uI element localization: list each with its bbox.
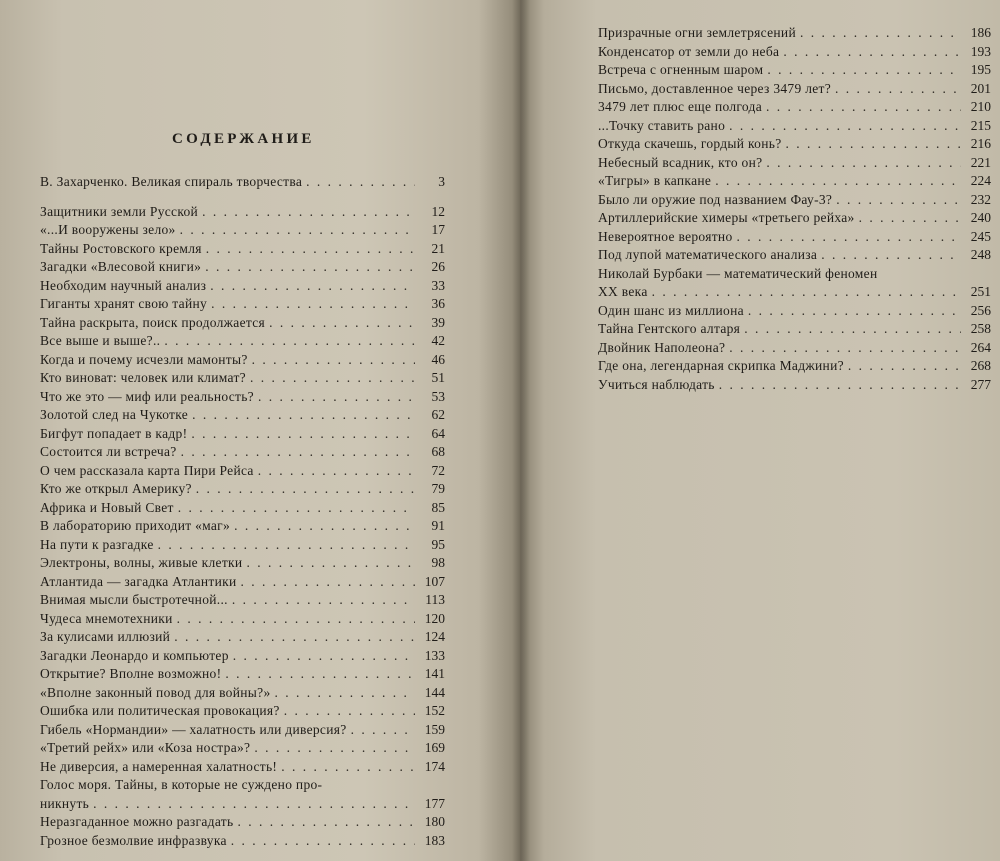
toc-entry-title: Кто виноват: человек или климат? xyxy=(40,370,246,385)
dot-leader xyxy=(178,499,415,518)
toc-entry-title: Защитники земли Русской xyxy=(40,203,199,219)
toc-entry xyxy=(598,80,991,99)
toc-entry-title: Призрачные огни землетрясений xyxy=(598,25,796,40)
toc-entry-page: 186 xyxy=(970,25,991,40)
dot-leader xyxy=(351,721,415,740)
toc-entry-title-continued: никнуть xyxy=(40,795,90,811)
toc-entry xyxy=(40,295,445,314)
dot-leader xyxy=(174,628,415,647)
toc-entry xyxy=(598,357,991,376)
toc-entry xyxy=(598,246,991,265)
dot-leader xyxy=(715,172,961,191)
toc-entry-title: Внимая мысли быстротечной... xyxy=(40,592,228,607)
dot-leader xyxy=(180,221,415,240)
dot-leader xyxy=(766,154,961,173)
toc-entry xyxy=(598,135,991,154)
toc-entry xyxy=(40,702,445,721)
toc-entry xyxy=(40,813,445,832)
dot-leader xyxy=(210,277,415,296)
toc-entry-title: Электроны, волны, живые клетки xyxy=(40,555,243,570)
toc-entry-page: 245 xyxy=(970,228,991,244)
toc-entry-page: 210 xyxy=(970,99,991,114)
toc-entry xyxy=(598,24,991,43)
toc-entry-page: 95 xyxy=(431,536,445,552)
dot-leader xyxy=(275,684,416,703)
toc-entry xyxy=(40,758,445,777)
dot-leader xyxy=(306,173,415,192)
dot-leader xyxy=(205,258,415,277)
toc-entry-page: 85 xyxy=(431,499,445,515)
toc-entry xyxy=(40,388,445,407)
toc-entry xyxy=(598,228,991,247)
toc-entry xyxy=(40,443,445,462)
toc-entry xyxy=(598,117,991,136)
dot-leader xyxy=(800,24,961,43)
dot-leader xyxy=(729,339,961,358)
dot-leader xyxy=(284,702,415,721)
toc-entry-title: Тайна Гентского алтаря xyxy=(598,321,741,336)
dot-leader xyxy=(744,320,961,339)
toc-entry-title: В лабораторию приходит «маг» xyxy=(40,518,231,533)
toc-entry-title: Чудеса мнемотехники xyxy=(40,610,173,626)
toc-entry-page: 201 xyxy=(970,80,991,96)
toc-entry-title: Двойник Наполеона? xyxy=(598,339,726,355)
dot-leader xyxy=(240,573,415,592)
dot-leader xyxy=(177,610,415,629)
toc-entry-page: 12 xyxy=(431,203,445,219)
toc-entry-page: 174 xyxy=(424,758,445,774)
toc-entry-title: Тайна раскрыта, поиск продолжается xyxy=(40,314,266,330)
toc-entry xyxy=(40,462,445,481)
toc-entry xyxy=(40,684,445,703)
toc-entry-title: «Третий рейх» или «Коза ностра»? xyxy=(40,740,251,755)
toc-entry-page: 256 xyxy=(970,302,991,318)
toc-entry-line xyxy=(40,795,445,814)
toc-entry xyxy=(40,332,445,351)
toc-entry-page: 248 xyxy=(970,247,991,262)
toc-entry-title: Откуда скачешь, гордый конь? xyxy=(598,136,782,151)
toc-entry-title: Загадки Леонардо и компьютер xyxy=(40,647,229,663)
toc-entry-title: Золотой след на Чукотке xyxy=(40,407,189,422)
dot-leader xyxy=(206,240,415,259)
toc-entry xyxy=(40,369,445,388)
dot-leader xyxy=(196,480,415,499)
toc-entry xyxy=(40,536,445,555)
toc-entry-page: 107 xyxy=(424,573,445,589)
toc-entry xyxy=(598,98,991,117)
toc-entry-title: О чем рассказала карта Пири Рейса xyxy=(40,462,254,478)
toc-entry-title: Конденсатор от земли до неба xyxy=(598,43,780,59)
toc-entry-title: Гиганты хранят свою тайну xyxy=(40,296,208,311)
toc-entry-page: 53 xyxy=(431,388,445,404)
toc-entry-title: Неразгаданное можно разгадать xyxy=(40,814,234,829)
dot-leader xyxy=(258,388,415,407)
toc-entry-page: 79 xyxy=(431,481,445,496)
dot-leader xyxy=(232,591,415,610)
dot-leader xyxy=(652,283,961,302)
toc-entry xyxy=(598,339,991,358)
toc-entry-page: 232 xyxy=(970,191,991,207)
dot-leader xyxy=(234,517,415,536)
dot-leader xyxy=(192,406,415,425)
toc-entry-title: Бигфут попадает в кадр! xyxy=(40,425,188,441)
toc-list-right xyxy=(598,24,991,394)
toc-entry-page: 268 xyxy=(970,358,991,373)
dot-leader xyxy=(93,795,415,814)
dot-leader xyxy=(246,554,415,573)
toc-entry-page: 113 xyxy=(425,592,445,607)
toc-entry xyxy=(40,628,445,647)
toc-entry-page: 264 xyxy=(970,339,991,355)
toc-entry-page: 177 xyxy=(424,795,445,811)
toc-entry-page: 68 xyxy=(431,444,445,459)
toc-entry xyxy=(598,172,991,191)
toc-entry-page: 224 xyxy=(970,173,991,188)
toc-entry-title: 3479 лет плюс еще полгода xyxy=(598,99,763,114)
toc-entry xyxy=(40,425,445,444)
toc-entry xyxy=(40,203,445,222)
dot-leader xyxy=(821,246,961,265)
toc-entry-page: 240 xyxy=(970,210,991,225)
toc-entry xyxy=(40,573,445,592)
dot-leader xyxy=(783,43,961,62)
toc-entry-page: 39 xyxy=(431,314,445,330)
toc-entry-page: 144 xyxy=(424,684,445,700)
toc-entry xyxy=(598,61,991,80)
dot-leader xyxy=(231,832,415,851)
book-gutter xyxy=(512,0,530,861)
dot-leader xyxy=(281,758,415,777)
toc-entry-page: 251 xyxy=(970,284,991,299)
toc-entry-title: На пути к разгадке xyxy=(40,536,154,552)
dot-leader xyxy=(254,739,415,758)
toc-entry-page: 72 xyxy=(431,462,445,478)
toc-entry-title-continued: XX века xyxy=(598,284,648,299)
toc-entry-title: Голос моря. Тайны, в которые не суждено про- xyxy=(40,777,323,792)
toc-entry-page: 193 xyxy=(970,43,991,59)
toc-entry-title: Что же это — миф или реальность? xyxy=(40,388,254,404)
toc-entry xyxy=(598,209,991,228)
toc-entry xyxy=(598,191,991,210)
toc-entry-page: 46 xyxy=(431,351,445,367)
toc-entry-title: Грозное безмолвие инфразвука xyxy=(40,832,227,848)
dot-leader xyxy=(766,98,961,117)
toc-entry-title: Под лупой математического анализа xyxy=(598,247,818,262)
dot-leader xyxy=(719,376,961,395)
toc-entry xyxy=(40,258,445,277)
toc-entry xyxy=(40,499,445,518)
dot-leader xyxy=(191,425,415,444)
toc-entry xyxy=(40,517,445,536)
toc-entry-page: 124 xyxy=(424,629,445,644)
toc-entry-page: 159 xyxy=(424,721,445,737)
toc-entry-page: 277 xyxy=(970,376,991,392)
toc-entry-page: 183 xyxy=(424,832,445,848)
toc-entry-title: Артиллерийские химеры «третьего рейха» xyxy=(598,210,855,225)
toc-entry-title: За кулисами иллюзий xyxy=(40,629,171,644)
toc-entry-page: 133 xyxy=(424,647,445,663)
dot-leader xyxy=(859,209,961,228)
dot-leader xyxy=(158,536,415,555)
dot-leader xyxy=(233,647,415,666)
toc-entry-title: Все выше и выше?.. xyxy=(40,333,161,348)
toc-entry-title: Невероятное вероятно xyxy=(598,228,733,244)
toc-entry xyxy=(40,314,445,333)
toc-entry-title: Тайны Ростовского кремля xyxy=(40,240,202,256)
toc-entry xyxy=(40,480,445,499)
dot-leader xyxy=(786,135,962,154)
toc-entry-page: 152 xyxy=(424,703,445,718)
toc-entry-page: 62 xyxy=(431,407,445,422)
toc-entry xyxy=(40,277,445,296)
toc-entry-title: «Тигры» в капкане xyxy=(598,173,712,188)
toc-entry-page: 120 xyxy=(424,610,445,626)
dot-leader xyxy=(729,117,961,136)
toc-entry xyxy=(598,154,991,173)
toc-entry-title: Ошибка или политическая провокация? xyxy=(40,703,280,718)
toc-entry-title: Загадки «Влесовой книги» xyxy=(40,259,202,274)
toc-entry-page: 36 xyxy=(431,296,445,311)
toc-entry-title: Где она, легендарная скрипка Маджини? xyxy=(598,358,844,373)
toc-entry-page: 64 xyxy=(431,425,445,441)
toc-entry-title: Встреча с огненным шаром xyxy=(598,62,764,77)
toc-entry-title: Письмо, доставленное через 3479 лет? xyxy=(598,80,832,96)
toc-entry xyxy=(40,221,445,240)
dot-leader xyxy=(202,203,415,222)
dot-leader xyxy=(164,332,415,351)
toc-entry-title: Гибель «Нормандии» — халатность или диверсия? xyxy=(40,721,347,737)
toc-entry-page: 141 xyxy=(424,666,445,681)
dot-leader xyxy=(258,462,415,481)
toc-entry-title: Небесный всадник, кто он? xyxy=(598,154,763,170)
toc-entry-page: 3 xyxy=(438,174,445,189)
toc-entry-title: Было ли оружие под названием Фау-3? xyxy=(598,191,833,207)
toc-entry-title: Не диверсия, а намеренная халатность! xyxy=(40,758,278,774)
toc-entry-title: Необходим научный анализ xyxy=(40,277,207,293)
toc-entry-page: 216 xyxy=(970,136,991,151)
toc-entry-title: Когда и почему исчезли мамонты? xyxy=(40,351,248,367)
toc-entry xyxy=(40,610,445,629)
dot-leader xyxy=(767,61,961,80)
toc-entry-page: 258 xyxy=(970,321,991,336)
toc-entry-page: 215 xyxy=(970,117,991,133)
toc-entry-page: 169 xyxy=(424,740,445,755)
toc-entry xyxy=(40,721,445,740)
toc-entry xyxy=(40,173,445,192)
toc-entry-page: 26 xyxy=(431,259,445,274)
toc-entry-page: 180 xyxy=(424,814,445,829)
dot-leader xyxy=(835,80,961,99)
toc-entry xyxy=(40,776,445,813)
toc-entry-page: 42 xyxy=(431,333,445,348)
toc-entry-title: ...Точку ставить рано xyxy=(598,117,726,133)
dot-leader xyxy=(269,314,415,333)
dot-leader xyxy=(748,302,961,321)
dot-leader xyxy=(211,295,415,314)
toc-entry xyxy=(598,320,991,339)
toc-entry-title: «...И вооружены зело» xyxy=(40,222,176,237)
toc-entry xyxy=(598,265,991,302)
toc-entry xyxy=(40,351,445,370)
toc-entry xyxy=(40,591,445,610)
toc-entry xyxy=(598,376,991,395)
toc-entry-line xyxy=(598,283,991,302)
dot-leader xyxy=(181,443,415,462)
toc-entry xyxy=(40,554,445,573)
toc-entry-page: 17 xyxy=(431,222,445,237)
dot-leader xyxy=(848,357,961,376)
toc-entry-title: Николай Бурбаки — математический феномен xyxy=(598,265,878,281)
toc-entry-page: 98 xyxy=(431,555,445,570)
toc-entry-title: Учиться наблюдать xyxy=(598,376,715,392)
toc-entry-page: 221 xyxy=(970,154,991,170)
toc-entry-title: «Вполне законный повод для войны?» xyxy=(40,684,271,700)
toc-entry xyxy=(598,302,991,321)
toc-entry-title: Открытие? Вполне возможно! xyxy=(40,666,222,681)
toc-entry xyxy=(40,739,445,758)
toc-entry-title: Кто же открыл Америку? xyxy=(40,481,192,496)
toc-entry xyxy=(40,406,445,425)
toc-entry-page: 91 xyxy=(431,518,445,533)
toc-title: СОДЕРЖАНИЕ xyxy=(172,131,315,147)
toc-list-left xyxy=(40,173,445,850)
toc-entry-title: Один шанс из миллиона xyxy=(598,302,744,318)
toc-entry-title: Состоится ли встреча? xyxy=(40,444,177,459)
toc-entry-title: Атлантида — загадка Атлантики xyxy=(40,573,237,589)
toc-entry-page: 33 xyxy=(431,277,445,293)
toc-entry xyxy=(40,240,445,259)
dot-leader xyxy=(225,665,415,684)
dot-leader xyxy=(250,369,415,388)
dot-leader xyxy=(836,191,961,210)
toc-entry xyxy=(40,832,445,851)
dot-leader xyxy=(237,813,415,832)
toc-entry-page: 195 xyxy=(970,62,991,77)
toc-entry-page: 21 xyxy=(431,240,445,256)
toc-entry xyxy=(40,665,445,684)
toc-entry-title: Африка и Новый Свет xyxy=(40,499,174,515)
toc-entry xyxy=(598,43,991,62)
toc-entry-page: 51 xyxy=(431,370,445,385)
dot-leader xyxy=(737,228,961,247)
toc-entry xyxy=(40,647,445,666)
dot-leader xyxy=(252,351,415,370)
toc-entry-title: В. Захарченко. Великая спираль творчества xyxy=(40,174,303,189)
